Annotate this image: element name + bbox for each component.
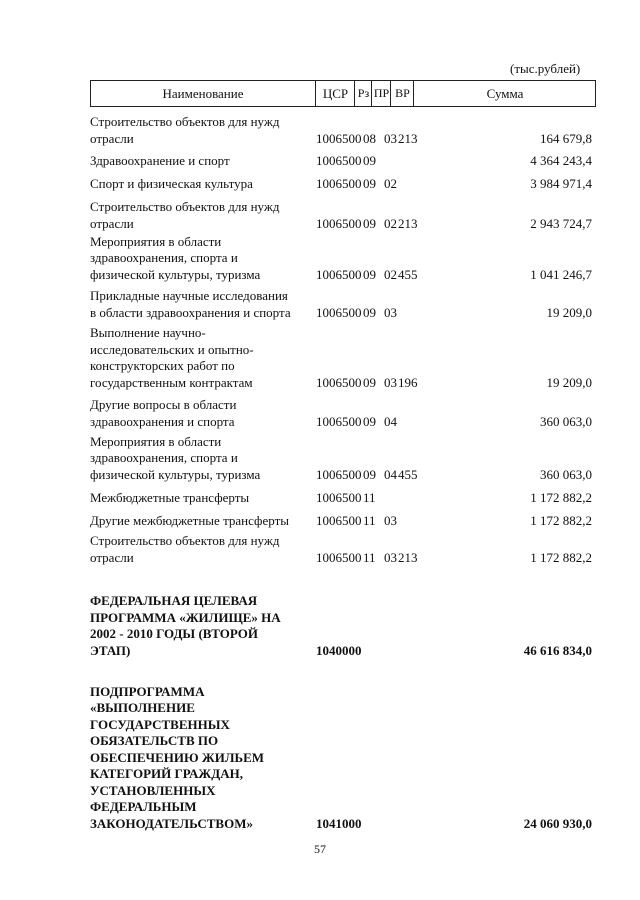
row-csr: 1006500	[316, 130, 362, 146]
row-rz: 09	[363, 413, 376, 429]
row-rz: 08	[363, 130, 376, 146]
row-sum: 19 209,0	[546, 374, 592, 390]
row-name: Здравоохранение и спорт	[90, 152, 230, 168]
row-vr: 455	[398, 466, 418, 482]
row-rz: 11	[363, 512, 376, 528]
row-name: Мероприятия в области здравоохранения, спорта и физической культуры, туризма	[90, 433, 261, 482]
row-rz: 09	[363, 175, 376, 191]
row-pr: 02	[384, 215, 397, 231]
table-row	[90, 511, 592, 529]
table-row-program	[90, 592, 592, 659]
row-vr: 213	[398, 215, 418, 231]
row-sum: 46 616 834,0	[523, 642, 592, 658]
row-name: ФЕДЕРАЛЬНАЯ ЦЕЛЕВАЯ ПРОГРАММА «ЖИЛИЩЕ» НА 2002 - 2010 ГОДЫ (ВТОРОЙ ЭТАП)	[90, 593, 281, 658]
row-csr: 1006500	[316, 466, 362, 482]
row-name: Другие межбюджетные трансферты	[90, 512, 289, 528]
row-sum: 164 679,8	[540, 130, 592, 146]
row-csr: 1006500	[316, 489, 362, 505]
row-name: Выполнение научно- исследовательских и опытно- конструкторских работ по государственным контрактам	[90, 325, 254, 390]
header-csr: ЦСР	[315, 81, 355, 106]
table-header	[90, 80, 596, 107]
header-rz: Рз	[354, 81, 372, 106]
row-rz: 09	[363, 304, 376, 320]
row-vr: 213	[398, 549, 418, 565]
row-name: Другие вопросы в области здравоохранения и спорта	[90, 397, 237, 429]
table-row	[90, 151, 592, 169]
row-name: Прикладные научные исследования в области здравоохранения и спорта	[90, 288, 291, 320]
row-rz: 11	[363, 549, 376, 565]
row-sum: 19 209,0	[546, 304, 592, 320]
row-pr: 04	[384, 466, 397, 482]
table-row	[90, 488, 592, 506]
row-sum: 360 063,0	[540, 413, 592, 429]
row-csr: 1006500	[316, 549, 362, 565]
row-pr: 02	[384, 175, 397, 191]
row-pr: 03	[384, 130, 397, 146]
table-row	[90, 531, 592, 566]
row-sum: 2 943 724,7	[530, 215, 592, 231]
row-csr: 1006500	[316, 266, 362, 282]
row-csr: 1006500	[316, 215, 362, 231]
table-row-subprogram	[90, 682, 592, 832]
row-vr: 196	[398, 374, 418, 390]
units-note: (тыс.рублей)	[510, 61, 581, 76]
row-rz: 09	[363, 152, 376, 168]
row-name: Межбюджетные трансферты	[90, 489, 250, 505]
row-csr: 1006500	[316, 304, 362, 320]
table-row	[90, 287, 592, 321]
header-name: Наименование	[162, 86, 244, 101]
header-vr: ВР	[390, 81, 414, 106]
row-rz: 09	[363, 466, 376, 482]
row-sum: 1 172 882,2	[530, 512, 592, 528]
row-name: Строительство объектов для нужд отрасли	[90, 533, 280, 565]
table-row	[90, 233, 592, 283]
row-vr: 213	[398, 130, 418, 146]
row-pr: 03	[384, 512, 397, 528]
table-row	[90, 324, 592, 391]
header-sum: Сумма	[413, 81, 596, 106]
row-rz: 09	[363, 374, 376, 390]
row-sum: 1 172 882,2	[530, 549, 592, 565]
row-pr: 02	[384, 266, 397, 282]
row-name: Мероприятия в области здравоохранения, спорта и физической культуры, туризма	[90, 233, 261, 282]
row-csr: 1006500	[316, 413, 362, 429]
row-name: Строительство объектов для нужд отрасли	[90, 114, 280, 146]
row-csr: 1041000	[316, 815, 362, 831]
row-pr: 03	[384, 304, 397, 320]
table-row	[90, 195, 592, 232]
row-sum: 24 060 930,0	[523, 815, 592, 831]
row-pr: 04	[384, 413, 397, 429]
page-number: 57	[314, 842, 326, 856]
row-csr: 1006500	[316, 152, 362, 168]
row-sum: 1 041 246,7	[530, 266, 592, 282]
row-name: ПОДПРОГРАММА «ВЫПОЛНЕНИЕ ГОСУДАРСТВЕННЫХ ОБЯЗАТЕЛЬСТВ ПО ОБЕСПЕЧЕНИЮ ЖИЛЬЕМ КАТЕГОРИЙ ГРАЖДАН, УСТАНОВЛЕННЫХ ФЕДЕРАЛЬНЫМ ЗАКОНОДАТЕЛЬСТВОМ»	[90, 683, 265, 831]
row-pr: 03	[384, 374, 397, 390]
row-name: Строительство объектов для нужд отрасли	[90, 199, 280, 231]
row-csr: 1006500	[316, 175, 362, 191]
row-sum: 4 364 243,4	[530, 152, 592, 168]
row-pr: 03	[384, 549, 397, 565]
row-vr: 455	[398, 266, 418, 282]
header-pr: ПР	[371, 81, 391, 106]
table-row	[90, 396, 592, 430]
row-sum: 3 984 971,4	[530, 175, 592, 191]
row-sum: 360 063,0	[540, 466, 592, 482]
table-row	[90, 174, 592, 192]
row-csr: 1006500	[316, 512, 362, 528]
row-csr: 1040000	[316, 642, 362, 658]
row-sum: 1 172 882,2	[530, 489, 592, 505]
row-rz: 09	[363, 266, 376, 282]
table-row	[90, 433, 592, 483]
row-csr: 1006500	[316, 374, 362, 390]
row-name: Спорт и физическая культура	[90, 175, 253, 191]
row-rz: 11	[363, 489, 376, 505]
table-row	[90, 110, 592, 147]
row-rz: 09	[363, 215, 376, 231]
